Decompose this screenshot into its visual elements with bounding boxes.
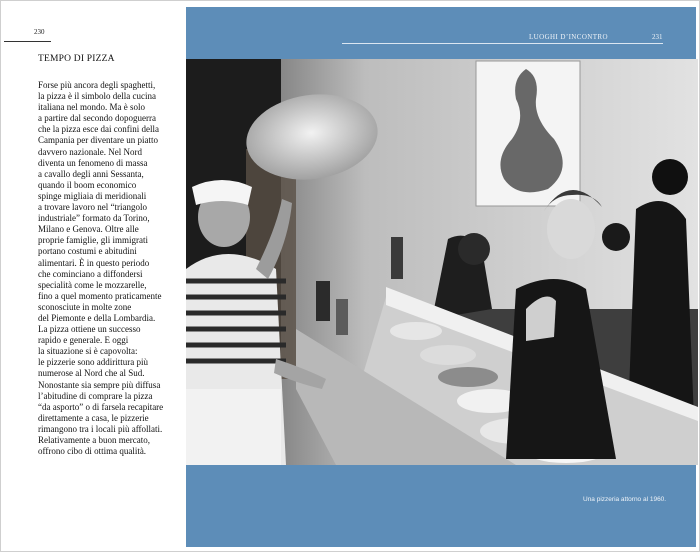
body-line: l’abitudine di comprare la pizza <box>38 390 153 401</box>
body-line: a trovare lavoro nel “triangolo <box>38 202 147 213</box>
body-line: “da asporto” o di farsela recapitare <box>38 401 164 412</box>
body-line: a partire dal secondo dopoguerra <box>38 113 156 124</box>
body-line: spinge migliaia di meridionali <box>38 190 147 201</box>
body-line: numerose al Nord che al Sud. <box>38 368 145 379</box>
right-header-rule <box>342 43 663 44</box>
right-page-number: 231 <box>652 33 663 41</box>
body-line: che cominciano a diffondersi <box>38 268 143 279</box>
body-text <box>38 80 180 457</box>
body-line: quando il boom economico <box>38 179 137 190</box>
body-line: la pizza è il simbolo della cucina <box>38 91 156 102</box>
body-line: fino a quel momento praticamente <box>38 290 162 301</box>
body-line: Campania per diventare un piatto <box>38 135 158 146</box>
body-line: Forse più ancora degli spaghetti, <box>38 80 156 90</box>
body-line: la situazione si è capovolta: <box>38 346 138 357</box>
body-line: che la pizza esce dai confini della <box>38 124 159 135</box>
body-line: sconosciute in molte zone <box>38 301 132 312</box>
body-line: specialità come le mozzarelle, <box>38 279 147 290</box>
pizzeria-photo <box>186 59 698 465</box>
left-page-number: 230 <box>34 28 45 36</box>
body-line: rimangono tra i locali più affollati. <box>38 423 163 434</box>
body-line: portano costumi e abitudini <box>38 246 137 257</box>
body-line: diventa un fenomeno di massa <box>38 157 148 168</box>
body-line: davvero nazionale. Nel Nord <box>38 146 142 157</box>
body-line: Nonostante sia sempre più diffusa <box>38 379 161 390</box>
body-line: del Piemonte e della Lombardia. <box>38 312 156 323</box>
body-line: industriale” formato da Torino, <box>38 213 150 224</box>
body-line: La pizza ottiene un successo <box>38 324 141 335</box>
body-line: a cavallo degli anni Sessanta, <box>38 168 144 179</box>
body-line: proprie famiglie, gli immigrati <box>38 235 148 246</box>
photo-caption: Una pizzeria attorno al 1960. <box>583 496 667 503</box>
body-line: direttamente a casa, le pizzerie <box>38 412 149 423</box>
body-line: Milano e Genova. Oltre alle <box>38 224 139 235</box>
body-line: alimentari. È in questo periodo <box>38 257 150 268</box>
body-line: italiana nel mondo. Ma è solo <box>38 102 145 113</box>
section-title: TEMPO DI PIZZA <box>38 54 115 64</box>
body-line: rapido e generale. E oggi <box>38 335 129 346</box>
running-header-title: LUOGHI D’INCONTRO <box>529 33 608 41</box>
body-line: le pizzerie sono addirittura più <box>38 357 148 368</box>
left-header-rule <box>4 41 51 42</box>
body-line: Relativamente a buon mercato, <box>38 435 150 445</box>
body-line: offrono cibo di ottima qualità. <box>38 446 147 457</box>
